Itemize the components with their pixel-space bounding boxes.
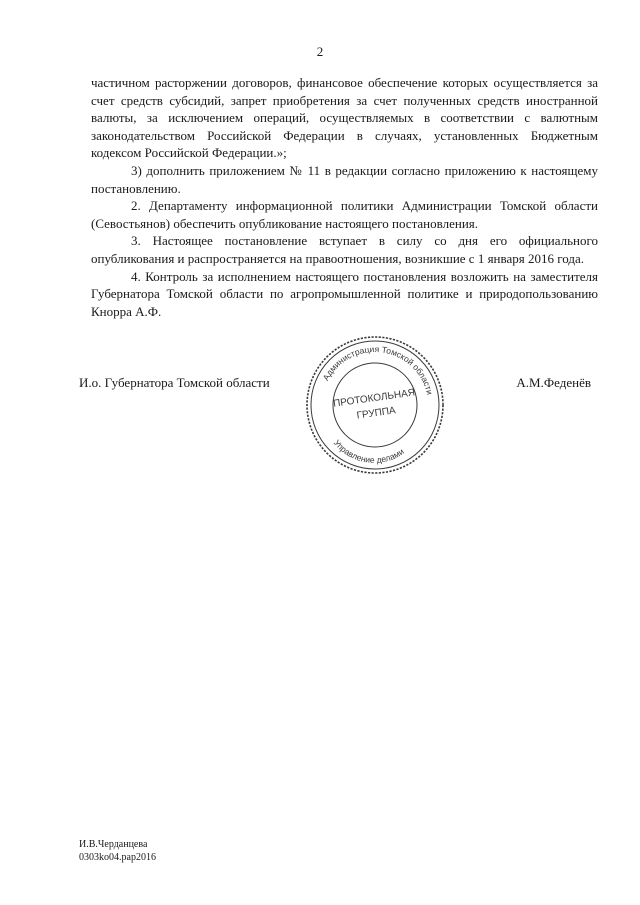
- document-footer: [79, 838, 156, 864]
- stamp-seal-icon: [300, 330, 450, 480]
- page-number: 2: [316, 44, 324, 59]
- footer-author: И.В.Черданцева: [79, 839, 148, 850]
- document-body: [91, 74, 598, 320]
- paragraph-continuation: частичном расторжении договоров, финансовое обеспечение которых осуществляется за счет средств субсидий, запрет приобретения за счет полученных средств иностранной валюты, за исключением операций, осуществляемых в соответствии с валютным законодательством Российской Федерации в случаях, установленных Бюджетным кодексом Российской Федерации.»;: [91, 75, 598, 161]
- stamp-center-line-1: ПРОТОКОЛЬНАЯ: [332, 387, 416, 410]
- signature-position: И.о. Губернатора Томской области: [79, 375, 270, 390]
- paragraph-item-3-appendix: 3) дополнить приложением № 11 в редакции согласно приложению к настоящему постановлению.: [91, 162, 598, 196]
- stamp-bottom-text: Управление делами: [331, 437, 406, 465]
- stamp-top-text: Администрация Томской области: [320, 343, 435, 396]
- official-stamp: [300, 330, 450, 480]
- paragraph-item-4: 4. Контроль за исполнением настоящего постановления возложить на заместителя Губернатора Томской области по агропромышленной политике и природопользованию Кнорра А.Ф.: [91, 268, 598, 319]
- signature-name: А.М.Феденёв: [516, 375, 591, 390]
- footer-filename: 0303ko04.pap2016: [79, 852, 156, 863]
- stamp-center-line-2: ГРУППА: [355, 405, 397, 422]
- paragraph-item-3: 3. Настоящее постановление вступает в силу со дня его официального опубликования и распространяется на правоотношения, возникшие с 1 января 2016 года.: [91, 233, 598, 266]
- paragraph-item-2: 2. Департаменту информационной политики Администрации Томской области (Севостьянов) обеспечить опубликование настоящего постановления.: [91, 198, 598, 231]
- svg-text:Администрация Томской области: [320, 337, 441, 398]
